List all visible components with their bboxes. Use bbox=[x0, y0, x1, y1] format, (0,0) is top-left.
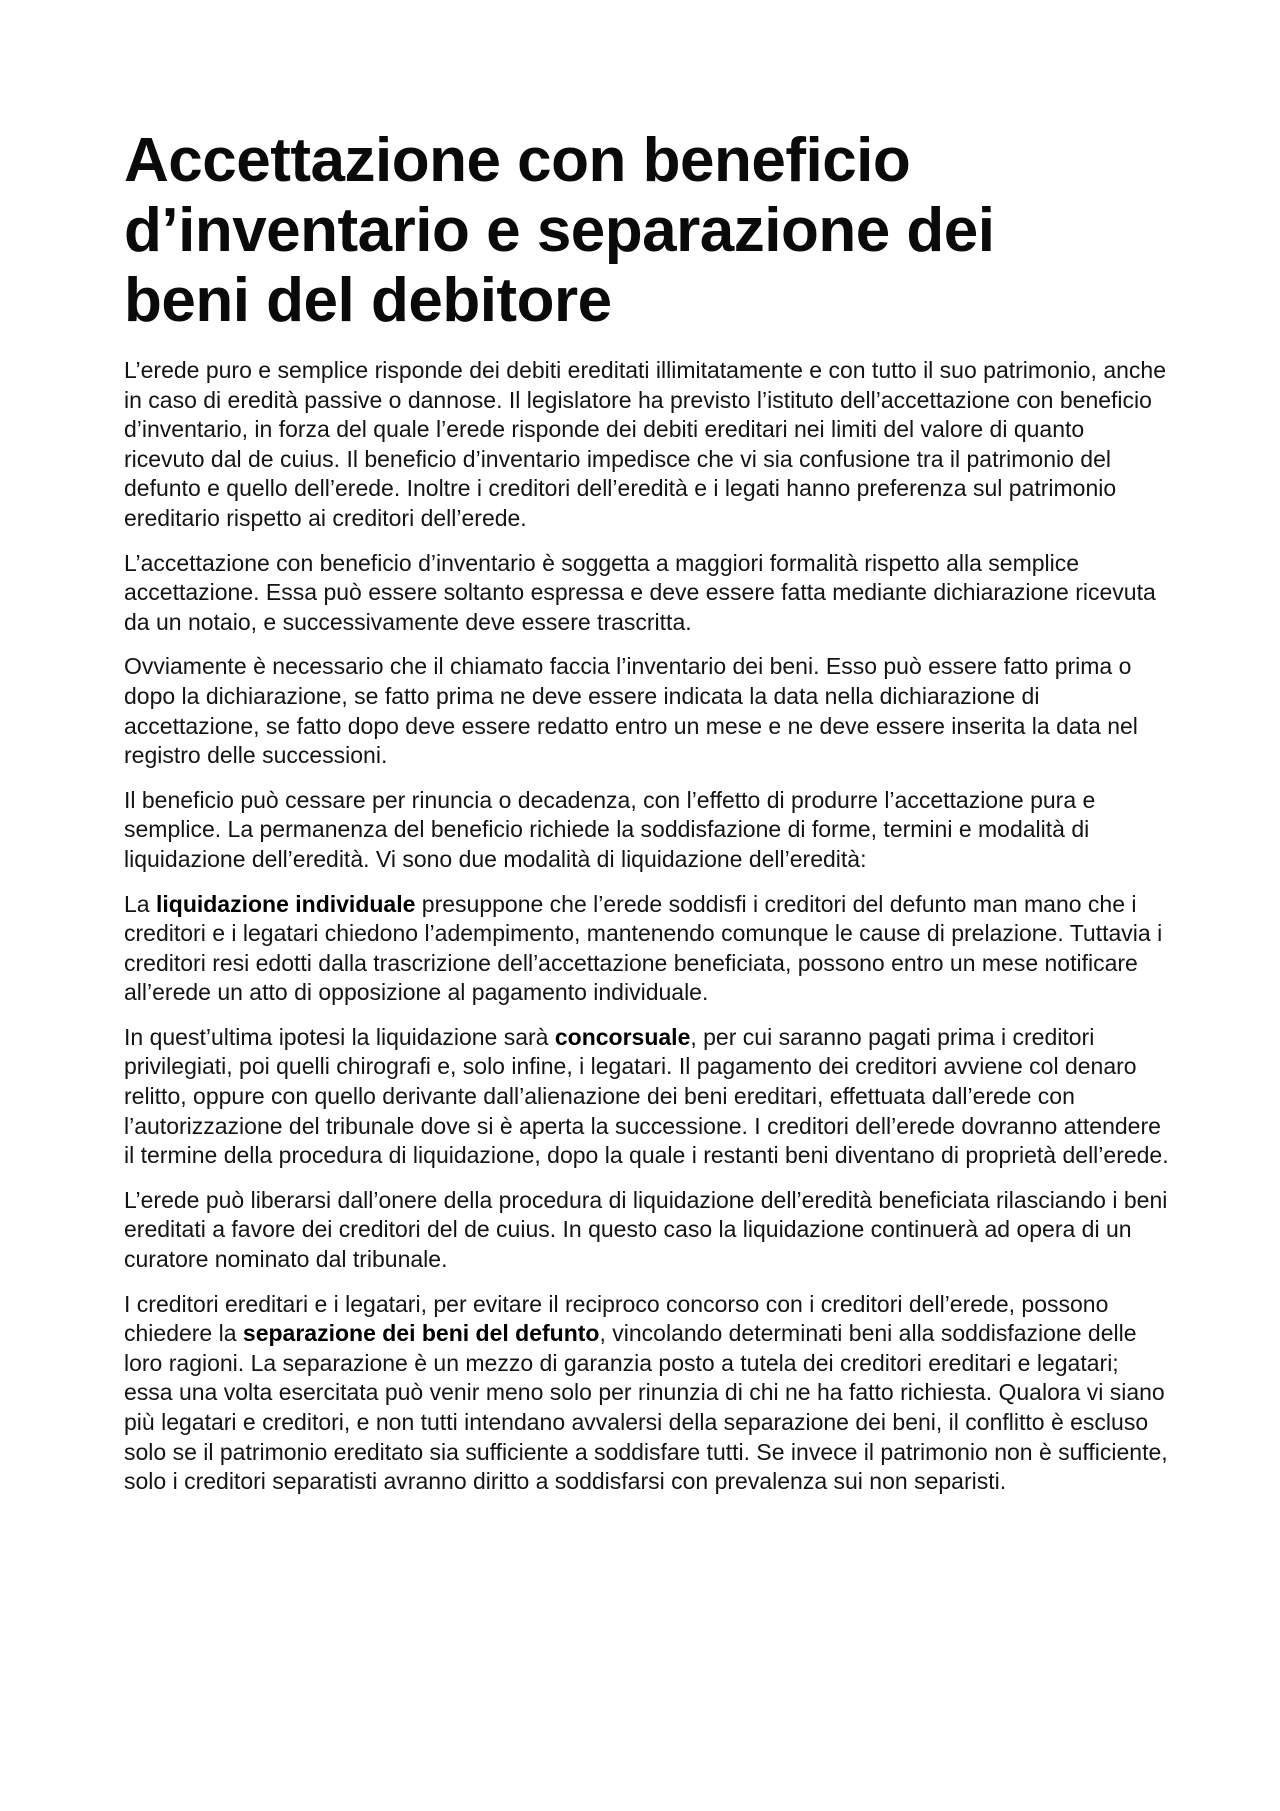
paragraph-rilascio-beni: L’erede può liberarsi dall’onere della procedura di liquidazione dell’eredità beneficiata rilasciando i beni ereditati a favore dei creditori del de cuius. In questo caso la liquidazione continuerà ad opera di un curatore nominato dal tribunale. bbox=[124, 1186, 1168, 1273]
title-line: d’inventario e separazione dei bbox=[124, 196, 995, 265]
paragraph-separazione-beni bbox=[124, 1290, 1170, 1497]
paragraph-liquidazione-concorsuale bbox=[124, 1023, 1170, 1171]
text-run: In quest’ultima ipotesi la liquidazione sarà bbox=[124, 1023, 555, 1050]
paragraph-liquidazione-individuale bbox=[124, 890, 1170, 1008]
title-line: beni del debitore bbox=[124, 266, 612, 335]
text-run: , per cui saranno pagati prima i creditori privilegiati, poi quelli chirografi e, solo infine, i legatari. Il pagamento dei creditori avviene col denaro relitto, oppure con quello derivante dall’alienazione dei beni ereditari, effettuata dall’erede con l’autorizzazione del tribunale dove si è aperta la successione. I creditori dell’erede dovranno attendere il termine della procedura di liquidazione, dopo la quale i restanti beni diventano di proprietà dell’erede. bbox=[124, 1023, 1169, 1169]
text-run: I creditori ereditari e i legatari, per evitare il reciproco concorso con i creditori dell’erede, possono chiedere la bbox=[124, 1290, 1109, 1347]
document-title bbox=[124, 126, 1170, 336]
text-run: , vincolando determinati beni alla soddisfazione delle loro ragioni. La separazione è un mezzo di garanzia posto a tutela dei creditori ereditari e legatari; essa una volta esercitata può venir meno solo per rinunzia di chi ne ha fatto richiesta. Qualora vi siano più legatari e creditori, e non tutti intendano avvalersi della separazione dei beni, il conflitto è escluso solo se il patrimonio ereditato sia sufficiente a soddisfare tutti. Se invece il patrimonio non è sufficiente, solo i creditori separatisti avranno diritto a soddisfarsi con prevalenza sui non separisti. bbox=[124, 1320, 1168, 1495]
bold-term: separazione dei beni del defunto bbox=[242, 1320, 600, 1347]
text-run: presuppone che l’erede soddisfi i creditori del defunto man mano che i creditori e i legatari chiedono l’adempimento, mantenendo comunque le cause di prelazione. Tuttavia i creditori resi edotti dalla trascrizione dell’accettazione beneficiata, possono entro un mese notificare all’erede un atto di opposizione al pagamento individuale. bbox=[124, 890, 1163, 1006]
bold-term: liquidazione individuale bbox=[155, 890, 416, 917]
document-page bbox=[124, 126, 1170, 1512]
paragraph-erede-puro: L’erede puro e semplice risponde dei debiti ereditati illimitatamente e con tutto il suo patrimonio, anche in caso di eredità passive o dannose. Il legislatore ha previsto l’istituto dell’accettazione con beneficio d’inventario, in forza del quale l’erede risponde dei debiti ereditari nei limiti del valore di quanto ricevuto dal de cuius. Il beneficio d’inventario impedisce che vi sia confusione tra il patrimonio del defunto e quello dell’erede. Inoltre i creditori dell’eredità e i legati hanno preferenza sul patrimonio ereditario rispetto ai creditori dell’erede. bbox=[124, 357, 1166, 531]
paragraph-formalita: L’accettazione con beneficio d’inventario è soggetta a maggiori formalità rispetto alla semplice accettazione. Essa può essere soltanto espressa e deve essere fatta mediante dichiarazione ricevuta da un notaio, e successivamente deve essere trascritta. bbox=[124, 549, 1156, 635]
paragraph-cessazione-beneficio: Il beneficio può cessare per rinuncia o decadenza, con l’effetto di produrre l’accettazione pura e semplice. La permanenza del beneficio richiede la soddisfazione di forme, termini e modalità di liquidazione dell’eredità. Vi sono due modalità di liquidazione dell’eredità: bbox=[124, 786, 1096, 872]
text-run: La bbox=[124, 890, 156, 917]
bold-term: concorsuale bbox=[554, 1023, 691, 1050]
paragraph-inventario: Ovviamente è necessario che il chiamato faccia l’inventario dei beni. Esso può essere fatto prima o dopo la dichiarazione, se fatto prima ne deve essere indicata la data nella dichiarazione di accettazione, se fatto dopo deve essere redatto entro un mese e ne deve essere inserita la data nel registro delle successioni. bbox=[124, 653, 1138, 769]
title-line: Accettazione con beneficio bbox=[124, 126, 911, 195]
